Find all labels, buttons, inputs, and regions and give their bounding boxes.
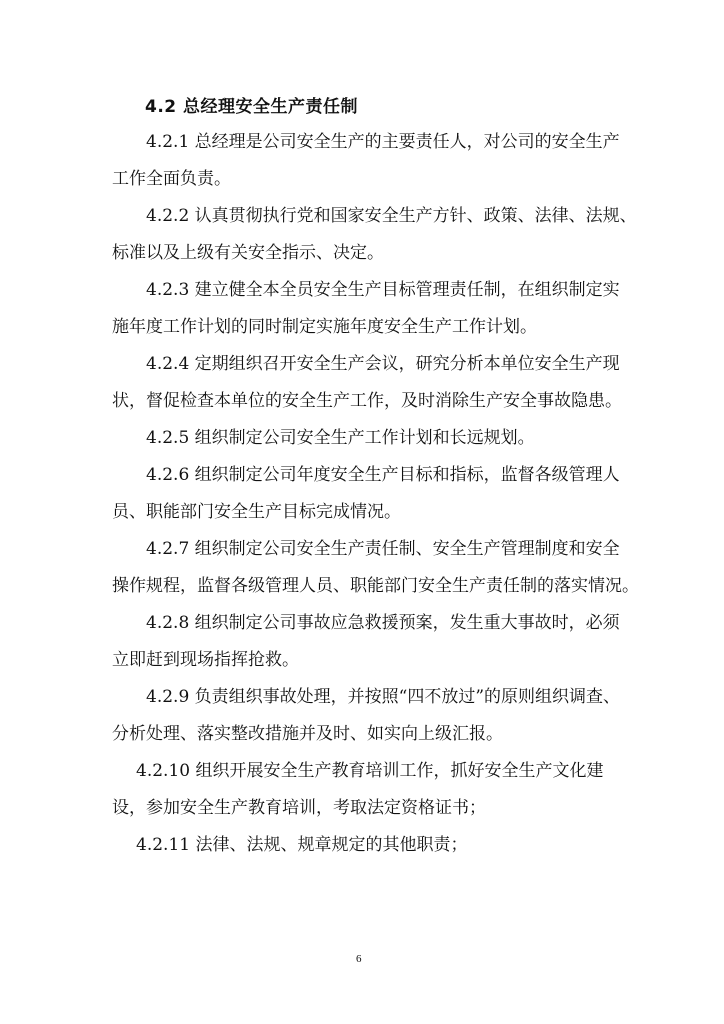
paragraph-4-2-1 bbox=[112, 124, 620, 198]
paragraph-line: 4.2.7 组织制定公司安全生产责任制、安全生产管理制度和安全 bbox=[146, 539, 620, 559]
paragraph-line: 4.2.1 总经理是公司安全生产的主要责任人，对公司的安全生产 bbox=[146, 132, 620, 152]
paragraph-line: 4.2.5 组织制定公司安全生产工作计划和长远规划。 bbox=[146, 428, 535, 448]
paragraph-line: 标准以及上级有关安全指示、决定。 bbox=[112, 243, 384, 263]
paragraph-4-2-9 bbox=[112, 679, 621, 753]
paragraph-line: 立即赶到现场指挥抢救。 bbox=[112, 650, 299, 670]
paragraph-line: 4.2.11 法律、法规、规章规定的其他职责； bbox=[136, 835, 468, 855]
page-number: 6 bbox=[356, 953, 362, 965]
paragraph-line: 4.2.9 负责组织事故处理，并按照“四不放过”的原则组织调查、 bbox=[146, 687, 621, 707]
paragraph-4-2-6 bbox=[112, 457, 620, 531]
paragraph-line: 工作全面负责。 bbox=[112, 169, 231, 189]
paragraph-line: 员、职能部门安全生产目标完成情况。 bbox=[112, 502, 401, 522]
paragraph-line: 操作规程，监督各级管理人员、职能部门安全生产责任制的落实情况。 bbox=[112, 576, 639, 596]
paragraph-line: 状，督促检查本单位的安全生产工作，及时消除生产安全事故隐患。 bbox=[112, 391, 622, 411]
paragraph-4-2-5 bbox=[112, 420, 617, 457]
paragraph-line: 4.2.4 定期组织召开安全生产会议，研究分析本单位安全生产现 bbox=[146, 354, 620, 374]
paragraph-line: 施年度工作计划的同时制定实施年度安全生产工作计划。 bbox=[112, 317, 537, 337]
section-heading: 4.2 总经理安全生产责任制 bbox=[145, 97, 359, 117]
paragraph-4-2-2 bbox=[112, 198, 637, 272]
paragraph-4-2-11 bbox=[112, 827, 617, 864]
paragraph-line: 设，参加安全生产教育培训，考取法定资格证书； bbox=[112, 798, 486, 818]
paragraph-line: 分析处理、落实整改措施并及时、如实向上级汇报。 bbox=[112, 724, 503, 744]
paragraph-line: 4.2.2 认真贯彻执行党和国家安全生产方针、政策、法律、法规、 bbox=[146, 206, 637, 226]
paragraph-4-2-8 bbox=[112, 605, 620, 679]
paragraph-line: 4.2.8 组织制定公司事故应急救援预案，发生重大事故时，必须 bbox=[146, 613, 620, 633]
paragraph-4-2-10 bbox=[112, 753, 617, 827]
paragraph-4-2-7 bbox=[112, 531, 639, 605]
paragraph-line: 4.2.6 组织制定公司年度安全生产目标和指标，监督各级管理人 bbox=[146, 465, 620, 485]
paragraph-line: 4.2.10 组织开展安全生产教育培训工作，抓好安全生产文化建 bbox=[136, 761, 604, 781]
paragraph-4-2-4 bbox=[112, 346, 622, 420]
paragraph-4-2-3 bbox=[112, 272, 620, 346]
paragraph-line: 4.2.3 建立健全本全员安全生产目标管理责任制，在组织制定实 bbox=[146, 280, 620, 300]
